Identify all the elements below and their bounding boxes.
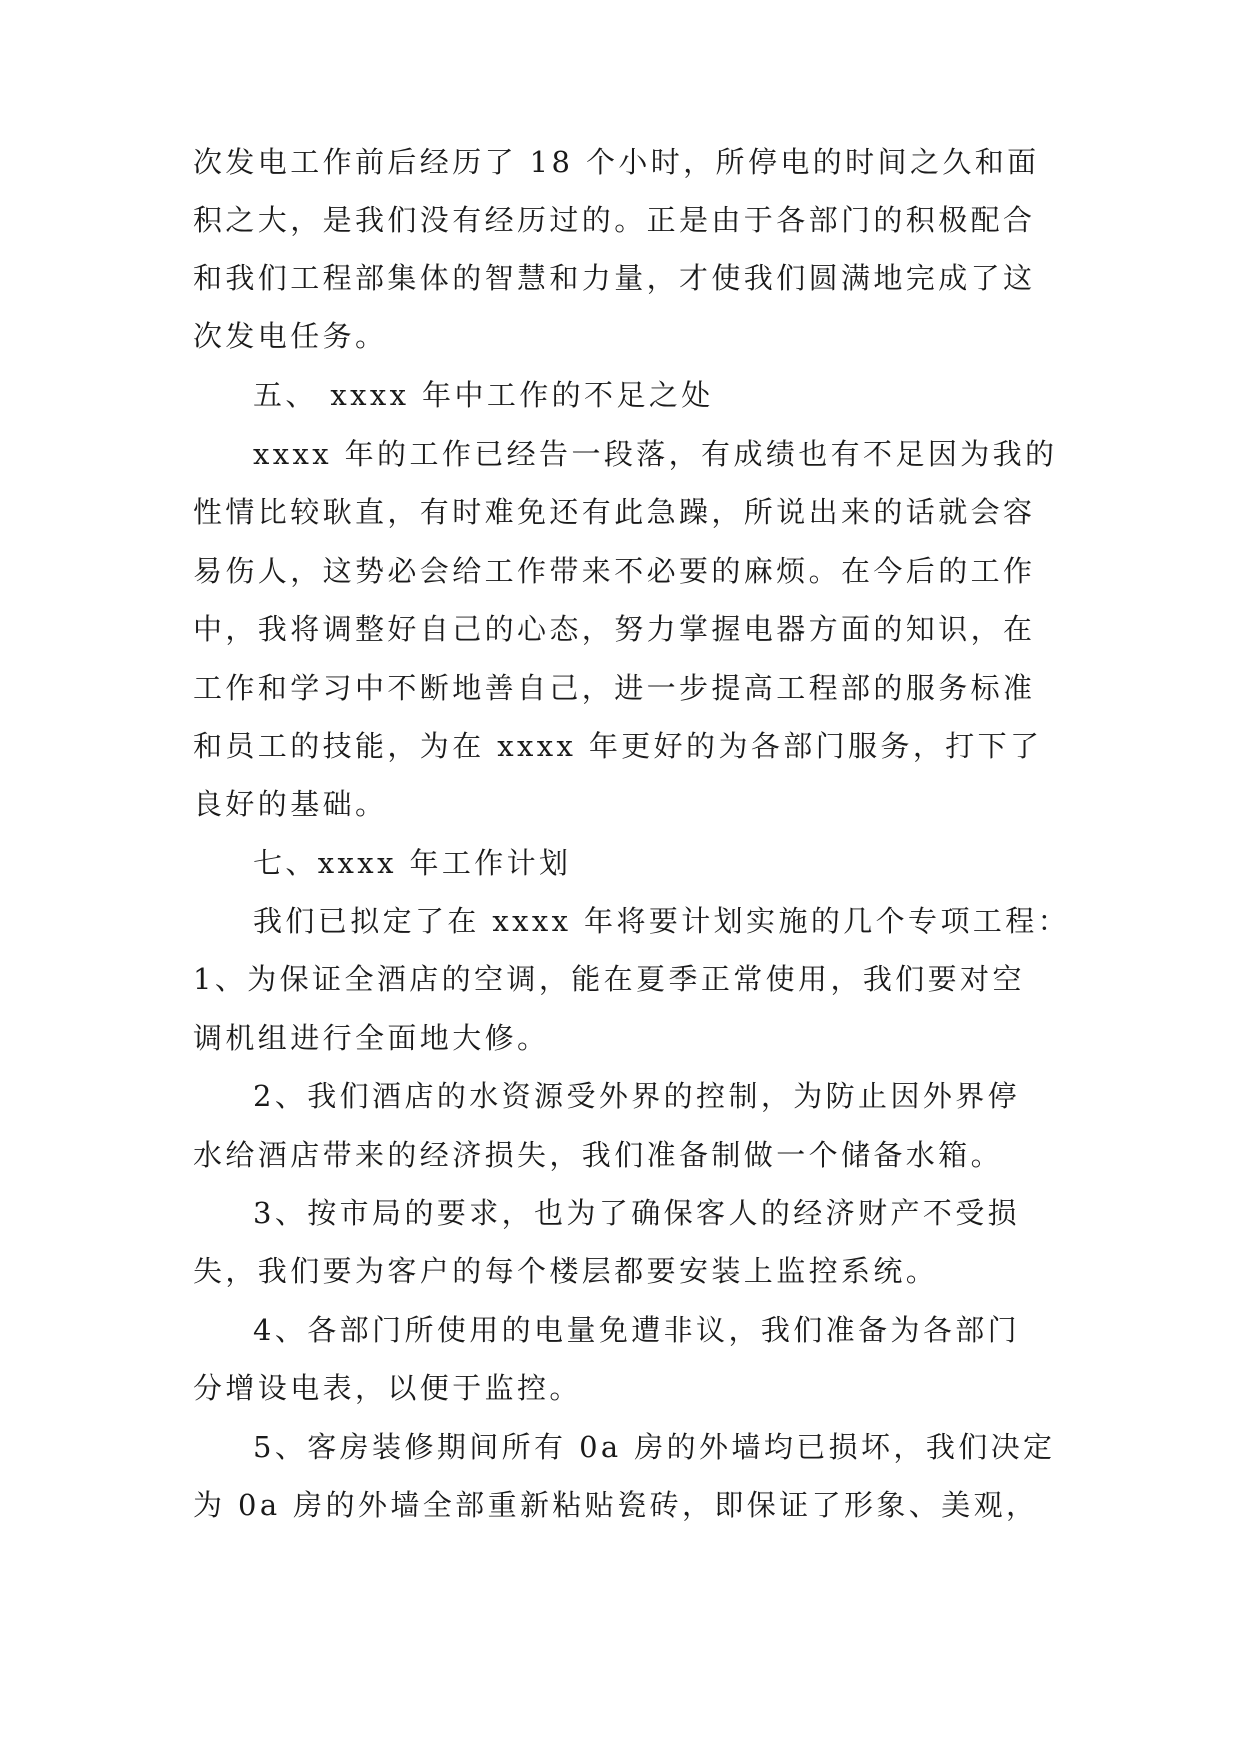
list-item: 1、为保证全酒店的空调，能在夏季正常使用，我们要对空 xyxy=(193,962,1025,996)
text-line: 次发电工作前后经历了 18 个小时，所停电的时间之久和面 xyxy=(193,145,1040,179)
text-line: 和员工的技能，为在 xxxx 年更好的为各部门服务，打下了 xyxy=(193,729,1043,763)
text-line: 和我们工程部集体的智慧和力量，才使我们圆满地完成了这 xyxy=(193,261,1036,295)
text-line: xxxx 年的工作已经告一段落，有成绩也有不足因为我的 xyxy=(253,437,1058,471)
text-line: 我们已拟定了在 xxxx 年将要计划实施的几个专项工程： xyxy=(253,904,1071,938)
text-line: 水给酒店带来的经济损失，我们准备制做一个储备水箱。 xyxy=(193,1138,1004,1172)
text-line: 工作和学习中不断地善自己，进一步提高工程部的服务标准 xyxy=(193,671,1036,705)
list-item: 3、按市局的要求，也为了确保客人的经济财产不受损 xyxy=(253,1196,1021,1230)
text-line: 良好的基础。 xyxy=(193,787,388,821)
text-line: 失，我们要为客户的每个楼层都要安装上监控系统。 xyxy=(193,1254,939,1288)
list-item: 5、客房装修期间所有 0a 房的外墙均已损坏，我们决定 xyxy=(253,1430,1056,1464)
text-line: 次发电任务。 xyxy=(193,319,388,353)
text-line: 分增设电表，以便于监控。 xyxy=(193,1371,582,1405)
text-line: 调机组进行全面地大修。 xyxy=(193,1021,550,1055)
text-line: 性情比较耿直，有时难免还有此急躁，所说出来的话就会容 xyxy=(193,495,1036,529)
text-line: 中，我将调整好自己的心态，努力掌握电器方面的知识，在 xyxy=(193,612,1036,646)
text-line: 易伤人，这势必会给工作带来不必要的麻烦。在今后的工作 xyxy=(193,554,1036,588)
list-item: 2、我们酒店的水资源受外界的控制，为防止因外界停 xyxy=(253,1079,1021,1113)
list-item: 4、各部门所使用的电量免遭非议，我们准备为各部门 xyxy=(253,1313,1021,1347)
text-line: 为 0a 房的外墙全部重新粘贴瓷砖，即保证了形象、美观， xyxy=(193,1488,1039,1522)
text-line: 积之大，是我们没有经历过的。正是由于各部门的积极配合 xyxy=(193,203,1036,237)
section-heading: 七、xxxx 年工作计划 xyxy=(253,846,572,880)
section-heading: 五、 xxxx 年中工作的不足之处 xyxy=(253,378,714,412)
